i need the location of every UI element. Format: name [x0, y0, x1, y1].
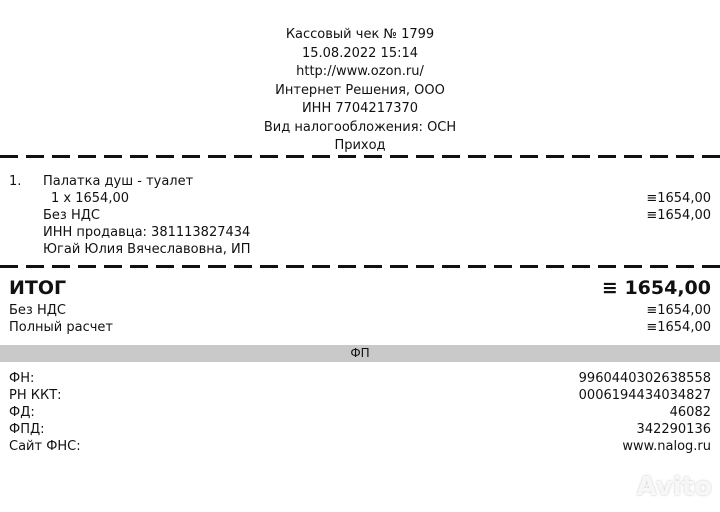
fiscal-section-header: ФП — [0, 345, 720, 362]
item-number: 1. — [9, 174, 22, 189]
item-vat-value: ≡1654,00 — [646, 208, 711, 223]
fn-value: 9960440302638558 — [578, 371, 711, 386]
rn-row — [9, 387, 711, 404]
total-row — [9, 276, 711, 300]
fn-row — [9, 370, 711, 387]
fpd-value: 342290136 — [636, 422, 711, 437]
fpd-row — [9, 421, 711, 438]
fns-site-value: www.nalog.ru — [622, 439, 711, 454]
item-qty-sum: ≡1654,00 — [646, 191, 711, 206]
total-vat-value: ≡1654,00 — [646, 303, 711, 318]
fd-value: 46082 — [669, 405, 711, 420]
company-inn: ИНН 7704217370 — [301, 101, 419, 116]
company-name: Интернет Решения, ООО — [275, 82, 445, 98]
fn-label: ФН: — [9, 371, 35, 386]
total-label: ИТОГ — [9, 277, 67, 299]
item-name: Палатка душ - туалет — [43, 174, 194, 189]
total-vat-label: Без НДС — [9, 303, 66, 318]
fpd-label: ФПД: — [9, 422, 45, 437]
tax-system: Вид налогообложения: ОСН — [263, 119, 457, 135]
rn-label: РН ККТ: — [9, 388, 62, 403]
dashed-divider — [0, 265, 720, 268]
fns-site-label: Сайт ФНС: — [9, 439, 81, 454]
avito-watermark: Avito — [636, 472, 712, 502]
seller-site: http://www.ozon.ru/ — [296, 64, 424, 79]
fd-row — [9, 404, 711, 421]
payment-value: ≡1654,00 — [646, 320, 711, 335]
receipt-datetime: 15.08.2022 15:14 — [301, 45, 419, 61]
fns-site-row — [9, 438, 711, 455]
payment-label: Полный расчет — [9, 320, 113, 335]
receipt-header — [0, 26, 720, 156]
item-vat-label: Без НДС — [43, 208, 100, 223]
seller-inn: ИНН продавца: 381113827434 — [43, 225, 251, 240]
rn-value: 0006194434034827 — [578, 388, 711, 403]
total-value: ≡ 1654,00 — [601, 277, 711, 299]
total-vat-row — [9, 302, 711, 319]
payment-row — [9, 319, 711, 336]
operation-type: Приход — [334, 138, 386, 153]
seller-name: Югай Юлия Вячеславовна, ИП — [43, 242, 251, 257]
item-name-row — [9, 173, 711, 190]
receipt-title: Кассовый чек № 1799 — [285, 27, 435, 42]
fd-label: ФД: — [9, 405, 35, 420]
dashed-divider — [0, 155, 720, 158]
item-qty-price: 1 x 1654,00 — [51, 191, 129, 206]
